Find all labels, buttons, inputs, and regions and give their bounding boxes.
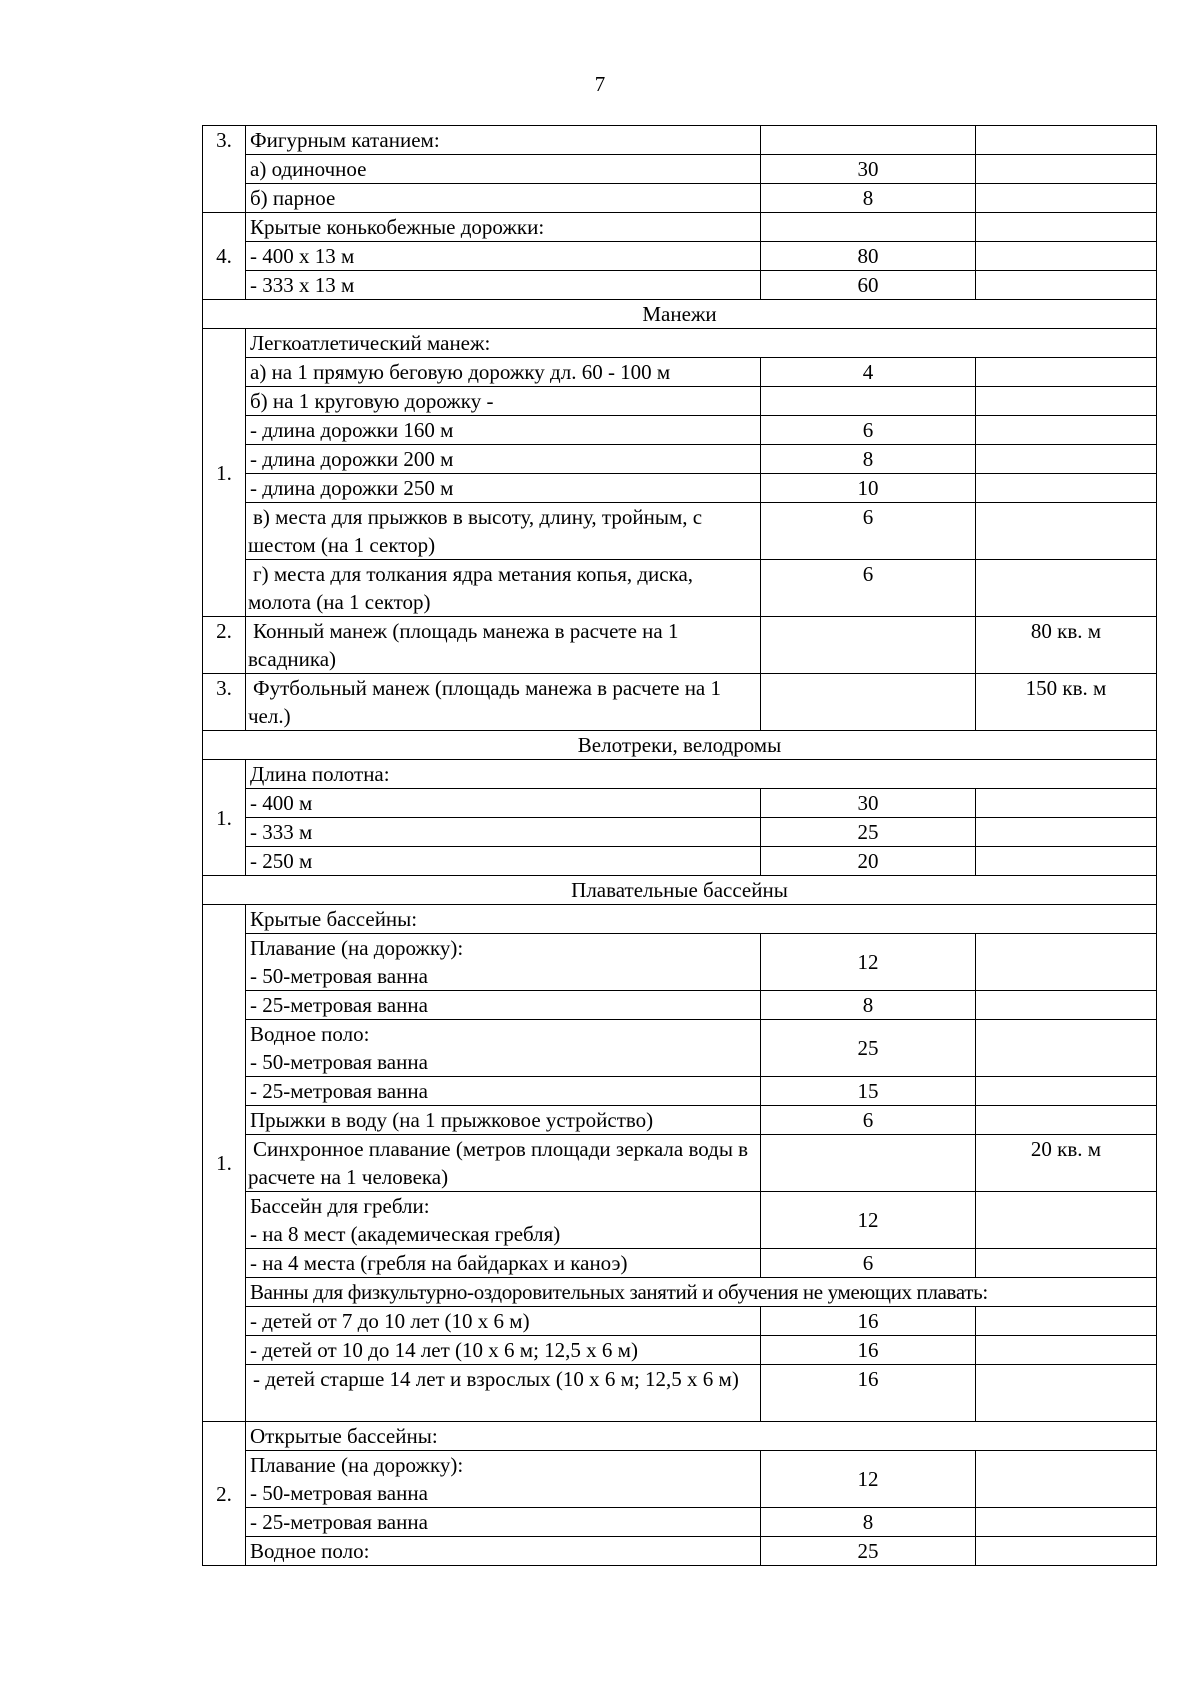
table-row	[203, 184, 1157, 213]
table-row	[203, 358, 1157, 387]
item-area	[976, 155, 1157, 184]
item-value	[761, 387, 976, 416]
item-description-line: Водное поло:	[250, 1022, 370, 1046]
item-description: - 333 х 13 м	[246, 271, 761, 300]
table-row	[203, 560, 1157, 617]
table-row	[203, 1020, 1157, 1077]
item-description	[246, 1020, 761, 1077]
table-row	[203, 760, 1157, 789]
item-value: 6	[761, 503, 976, 560]
item-area	[976, 184, 1157, 213]
item-description: Крытые конькобежные дорожки:	[246, 213, 761, 242]
item-value: 25	[761, 1020, 976, 1077]
item-value: 60	[761, 271, 976, 300]
item-description: - детей от 10 до 14 лет (10 х 6 м; 12,5 х 6 м)	[246, 1336, 761, 1365]
item-description: а) одиночное	[246, 155, 761, 184]
item-area	[976, 1537, 1157, 1566]
item-number: 1.	[203, 760, 246, 876]
table-row	[203, 1422, 1157, 1451]
item-area	[976, 358, 1157, 387]
item-area	[976, 1020, 1157, 1077]
section-row	[203, 300, 1157, 329]
table-row	[203, 1249, 1157, 1278]
item-description-line: - 50-метровая ванна	[250, 1481, 428, 1505]
item-description: - 25-метровая ванна	[246, 991, 761, 1020]
item-description-line: Плавание (на дорожку):	[250, 1453, 464, 1477]
item-area	[976, 847, 1157, 876]
item-description: Легкоатлетический манеж:	[246, 329, 1157, 358]
item-value: 15	[761, 1077, 976, 1106]
page-number: 7	[594, 72, 606, 96]
item-area	[976, 1365, 1157, 1422]
table-row	[203, 674, 1157, 731]
item-description: Конный манеж (площадь манежа в расчете на 1 всадника)	[246, 617, 761, 674]
table-row	[203, 1192, 1157, 1249]
item-value: 16	[761, 1365, 976, 1422]
item-value: 8	[761, 1508, 976, 1537]
item-value: 25	[761, 818, 976, 847]
table-row	[203, 1537, 1157, 1566]
item-value: 30	[761, 155, 976, 184]
section-row	[203, 876, 1157, 905]
table-row	[203, 1336, 1157, 1365]
table-row	[203, 1077, 1157, 1106]
item-area	[976, 213, 1157, 242]
item-value	[761, 213, 976, 242]
item-number: 4.	[203, 213, 246, 300]
item-description-line: - 50-метровая ванна	[250, 1050, 428, 1074]
item-area	[976, 242, 1157, 271]
item-description: Крытые бассейны:	[246, 905, 1157, 934]
item-description: Ванны для физкультурно-оздоровительных занятий и обучения не умеющих плавать:	[246, 1278, 1157, 1307]
item-value: 10	[761, 474, 976, 503]
item-area	[976, 1077, 1157, 1106]
item-description: - детей от 7 до 10 лет (10 х 6 м)	[246, 1307, 761, 1336]
table-row	[203, 126, 1157, 155]
item-area: 150 кв. м	[976, 674, 1157, 731]
item-value: 16	[761, 1336, 976, 1365]
item-number: 1.	[203, 905, 246, 1422]
item-value: 16	[761, 1307, 976, 1336]
item-area	[976, 503, 1157, 560]
item-description: - 400 м	[246, 789, 761, 818]
item-description: а) на 1 прямую беговую дорожку дл. 60 - 100 м	[246, 358, 761, 387]
table-row	[203, 474, 1157, 503]
item-description-line: Бассейн для гребли:	[250, 1194, 430, 1218]
item-value	[761, 126, 976, 155]
table-row	[203, 991, 1157, 1020]
item-area	[976, 387, 1157, 416]
item-description: - 25-метровая ванна	[246, 1077, 761, 1106]
table-row	[203, 905, 1157, 934]
item-description: Водное поло:	[246, 1537, 761, 1566]
table-row	[203, 416, 1157, 445]
item-value: 8	[761, 991, 976, 1020]
item-area	[976, 1336, 1157, 1365]
item-number: 3.	[203, 126, 246, 213]
table-row	[203, 934, 1157, 991]
section-row	[203, 731, 1157, 760]
item-value	[761, 674, 976, 731]
section-title: Плавательные бассейны	[203, 876, 1157, 905]
item-description: Длина полотна:	[246, 760, 1157, 789]
item-value: 6	[761, 1106, 976, 1135]
item-description: Футбольный манеж (площадь манежа в расчете на 1 чел.)	[246, 674, 761, 731]
item-description: Синхронное плавание (метров площади зеркала воды в расчете на 1 человека)	[246, 1135, 761, 1192]
item-value: 20	[761, 847, 976, 876]
norms-table	[202, 125, 1157, 1566]
item-value: 30	[761, 789, 976, 818]
item-area: 80 кв. м	[976, 617, 1157, 674]
item-area	[976, 818, 1157, 847]
item-value: 12	[761, 1192, 976, 1249]
item-area	[976, 474, 1157, 503]
item-description: Фигурным катанием:	[246, 126, 761, 155]
item-area	[976, 1508, 1157, 1537]
item-value: 25	[761, 1537, 976, 1566]
item-value	[761, 617, 976, 674]
item-area	[976, 416, 1157, 445]
item-description: - на 4 места (гребля на байдарках и каноэ)	[246, 1249, 761, 1278]
item-area	[976, 934, 1157, 991]
item-description: б) парное	[246, 184, 761, 213]
item-description	[246, 934, 761, 991]
table-row	[203, 1365, 1157, 1422]
item-description: б) на 1 круговую дорожку -	[246, 387, 761, 416]
item-description: - длина дорожки 160 м	[246, 416, 761, 445]
item-area	[976, 1451, 1157, 1508]
item-description-line: - 50-метровая ванна	[250, 964, 428, 988]
item-area	[976, 789, 1157, 818]
item-description	[246, 1451, 761, 1508]
item-description-line: Плавание (на дорожку):	[250, 936, 464, 960]
item-value: 4	[761, 358, 976, 387]
table-row	[203, 1508, 1157, 1537]
item-description: Открытые бассейны:	[246, 1422, 1157, 1451]
item-description: - 25-метровая ванна	[246, 1508, 761, 1537]
table-row	[203, 1106, 1157, 1135]
table-row	[203, 818, 1157, 847]
item-number: 1.	[203, 329, 246, 617]
table-row	[203, 1135, 1157, 1192]
item-number: 2.	[203, 617, 246, 674]
item-area	[976, 126, 1157, 155]
item-description: - длина дорожки 200 м	[246, 445, 761, 474]
item-area	[976, 1249, 1157, 1278]
table-row	[203, 271, 1157, 300]
item-value: 6	[761, 560, 976, 617]
item-area	[976, 1106, 1157, 1135]
table-row	[203, 617, 1157, 674]
item-area	[976, 1192, 1157, 1249]
section-title: Манежи	[203, 300, 1157, 329]
item-area: 20 кв. м	[976, 1135, 1157, 1192]
item-value: 12	[761, 934, 976, 991]
table-row	[203, 1307, 1157, 1336]
item-description-line: - на 8 мест (академическая гребля)	[250, 1222, 561, 1246]
item-description: Прыжки в воду (на 1 прыжковое устройство)	[246, 1106, 761, 1135]
item-value: 12	[761, 1451, 976, 1508]
table-row	[203, 155, 1157, 184]
item-value: 8	[761, 184, 976, 213]
item-value: 80	[761, 242, 976, 271]
item-value: 6	[761, 416, 976, 445]
item-description: - 250 м	[246, 847, 761, 876]
table-row	[203, 329, 1157, 358]
table-row	[203, 387, 1157, 416]
item-description: - 333 м	[246, 818, 761, 847]
item-area	[976, 271, 1157, 300]
item-area	[976, 1307, 1157, 1336]
item-description: в) места для прыжков в высоту, длину, тройным, с шестом (на 1 сектор)	[246, 503, 761, 560]
item-number: 2.	[203, 1422, 246, 1566]
item-number: 3.	[203, 674, 246, 731]
item-description	[246, 1192, 761, 1249]
item-value	[761, 1135, 976, 1192]
section-title: Велотреки, велодромы	[203, 731, 1157, 760]
item-description: г) места для толкания ядра метания копья, диска, молота (на 1 сектор)	[246, 560, 761, 617]
item-description: - 400 х 13 м	[246, 242, 761, 271]
table-row	[203, 1278, 1157, 1307]
item-value: 8	[761, 445, 976, 474]
item-description: - детей старше 14 лет и взрослых (10 х 6 м; 12,5 х 6 м)	[246, 1365, 761, 1422]
item-area	[976, 991, 1157, 1020]
table-row	[203, 847, 1157, 876]
item-value: 6	[761, 1249, 976, 1278]
item-area	[976, 560, 1157, 617]
table-row	[203, 213, 1157, 242]
item-area	[976, 445, 1157, 474]
table-row	[203, 242, 1157, 271]
table-row	[203, 789, 1157, 818]
table-row	[203, 1451, 1157, 1508]
table-row	[203, 445, 1157, 474]
item-description: - длина дорожки 250 м	[246, 474, 761, 503]
table-row	[203, 503, 1157, 560]
